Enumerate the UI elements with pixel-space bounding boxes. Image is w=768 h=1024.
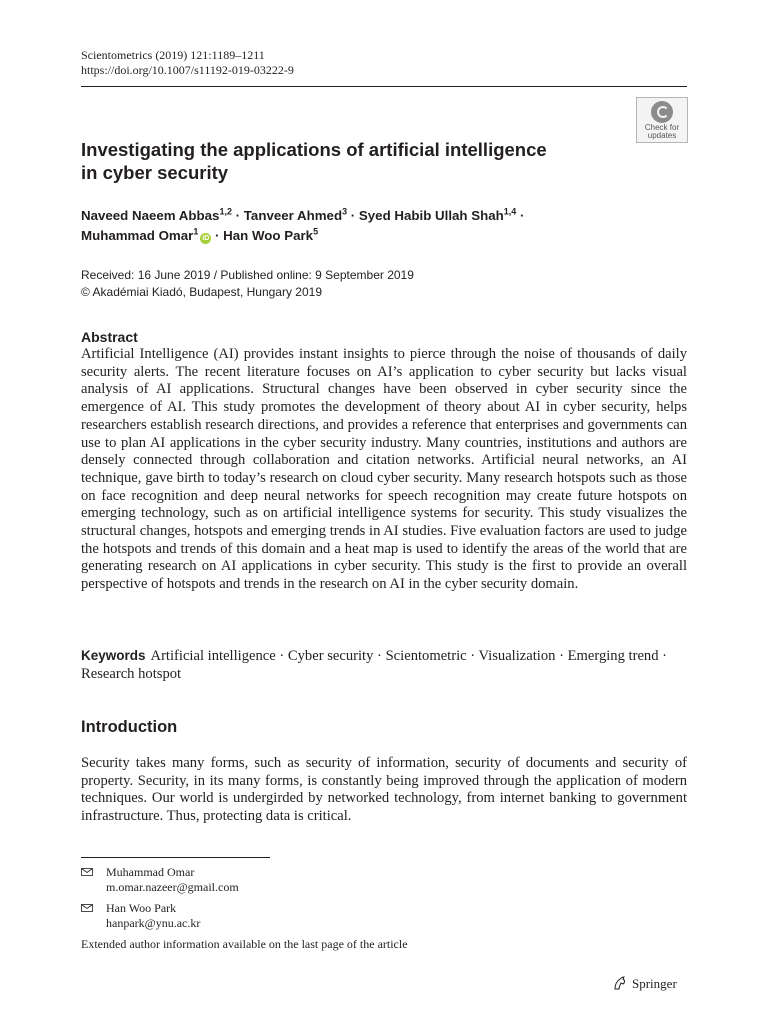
keywords: [81, 647, 687, 683]
author-name: Naveed Naeem Abbas: [81, 208, 220, 223]
author-list: [81, 206, 641, 246]
envelope-icon: [81, 904, 93, 912]
contact-email[interactable]: m.omar.nazeer@gmail.com: [106, 879, 239, 894]
title-line-1: Investigating the applications of artificial intelligence: [81, 139, 547, 160]
footnote-rule: [81, 857, 270, 858]
contact-block: [81, 865, 239, 894]
badge-line2: updates: [647, 131, 677, 140]
abstract-heading: Abstract: [81, 329, 138, 345]
author-separator: ·: [231, 208, 244, 223]
badge-line1: Check for: [644, 123, 680, 132]
author-name: Tanveer Ahmed: [243, 208, 343, 223]
check-updates-icon: [651, 101, 673, 123]
article-title: [81, 138, 621, 184]
author-affiliation: 1,4: [503, 206, 517, 217]
doi-link[interactable]: https://doi.org/10.1007/s11192-019-03222-9: [81, 63, 294, 77]
publication-dates: [81, 267, 414, 300]
author-separator: ·: [516, 208, 525, 223]
title-line-2: in cyber security: [81, 162, 229, 183]
copyright: © Akadémiai Kiadó, Budapest, Hungary 2019: [81, 284, 322, 299]
author-affiliation: 5: [313, 226, 319, 237]
author-affiliation: 1: [193, 226, 199, 237]
introduction-text: Security takes many forms, such as security of information, security of documents and security of property. Security, in its many forms, is constantly being improved through the application of modern techniques. Our world is undergirded by networked technology, from internet banking to government infrastructure. Thus, protecting data is critical.: [81, 755, 687, 825]
envelope-icon: [81, 868, 93, 876]
introduction-heading: Introduction: [81, 718, 178, 736]
springer-horse-icon: [612, 975, 628, 991]
publisher-logo: [612, 975, 677, 993]
author-name: Han Woo Park: [223, 228, 314, 243]
header-rule: [81, 86, 687, 87]
author-separator: ·: [347, 208, 359, 223]
author-separator: ·: [211, 228, 224, 243]
contact-email[interactable]: hanpark@ynu.ac.kr: [106, 915, 201, 930]
keywords-text: Artificial intelligence · Cyber security · Scientometric · Visualization · Emerging trend · Research hotspot: [81, 648, 668, 682]
author-affiliation: 3: [342, 206, 348, 217]
contact-name: Muhammad Omar: [106, 865, 195, 879]
author-line-2: [81, 226, 641, 246]
publisher-name: Springer: [632, 976, 677, 991]
author-name: Syed Habib Ullah Shah: [358, 208, 504, 223]
contact-name: Han Woo Park: [106, 901, 177, 915]
received-published: Received: 16 June 2019 / Published online: 9 September 2019: [81, 268, 414, 282]
author-name: Muhammad Omar: [81, 228, 194, 243]
journal-citation: Scientometrics (2019) 121:1189–1211: [81, 48, 265, 62]
orcid-icon[interactable]: iD: [202, 235, 210, 242]
contact-block: [81, 901, 200, 930]
extended-author-note: Extended author information available on the last page of the article: [81, 937, 408, 951]
check-for-updates-badge[interactable]: [636, 97, 688, 143]
journal-header: [81, 48, 294, 78]
abstract-text: Artificial Intelligence (AI) provides instant insights to pierce through the noise of thousands of daily security alerts. The recent literature focuses on AI’s application to cyber security but lacks visual analysis of AI applications. Structural changes have been observed in cyber security since the emergence of AI. This study promotes the development of theory about AI in cyber security, helps researchers establish research directions, and provides a reference that enterprises and governments can use to plan AI applications in the cyber security industry. Many countries, institutions and authors are densely connected through collaboration and citation networks. Artificial neural networks, an AI technique, gave birth to today’s research on cloud cyber security. Many research hotspots such as those on face recognition and deep neural networks for speech recognition may create future hotspots on emerging technology, such as on artificial intelligence systems for security. This study visualizes the structural changes, hotspots and emerging trends in AI studies. Five evaluation factors are used to judge the hotspots and trends of this domain and a heat map is used to identify the areas of the world that are generating research on AI applications in cyber security. This study is the first to provide an overall perspective of hotspots and trends in the research on AI in the cyber security domain.: [81, 346, 687, 593]
keywords-label: Keywords: [81, 648, 146, 663]
author-affiliation: 1,2: [219, 206, 232, 217]
author-line-1: [81, 206, 641, 226]
